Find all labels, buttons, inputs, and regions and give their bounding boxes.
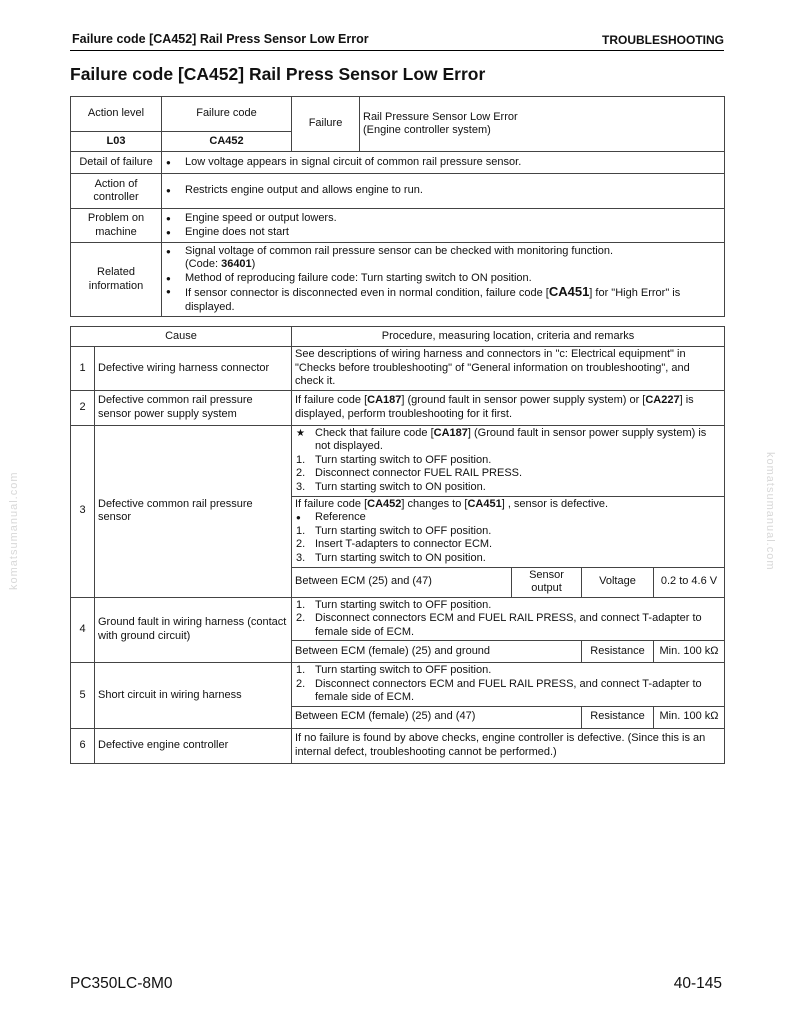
step-item: 1. Turn starting switch to OFF position. [296, 664, 492, 676]
failure-code-ref: CA451 [548, 284, 590, 300]
step-item: 2. Disconnect connectors ECM and FUEL RAIL PRESS, and connect T-adapter to female side of ECM. [296, 677, 702, 703]
detail-content [162, 152, 725, 174]
procedure-measure [292, 496, 725, 567]
failure-code-ref: CA452 [367, 497, 402, 510]
action-item: ● Restricts engine output and allows engine to run. [165, 184, 721, 198]
procedure-steps [292, 597, 725, 641]
cause-number: 5 [71, 663, 95, 729]
procedure-text: See descriptions of wiring harness and connectors in "c: Electrical equipment" in "Checks before troubleshooting" of "General information on troubleshooting", and check it. [292, 347, 725, 391]
step-item: 2. Disconnect connectors ECM and FUEL RAIL PRESS, and connect T-adapter to female side of ECM. [296, 612, 702, 638]
step-item: 3. Turn starting switch to ON position. [296, 480, 486, 493]
problem-label: Problem on machine [71, 209, 162, 243]
cause-number: 3 [71, 425, 95, 597]
action-controller-label: Action of controller [71, 174, 162, 209]
related-item: ● Method of reproducing failure code: Turn starting switch to ON position. [165, 272, 721, 286]
procedure-text: If no failure is found by above checks, engine controller is defective. (Since this is an internal defect, troubleshooting cannot be performed.) [292, 728, 725, 763]
cause-text: Short circuit in wiring harness [95, 663, 292, 729]
failure-code-ref: CA227 [645, 394, 680, 406]
header-title: Failure code [CA452] Rail Press Sensor Low Error [72, 32, 369, 46]
measure-item: Resistance [582, 706, 654, 728]
failure-system: (Engine controller system) [363, 124, 491, 136]
measure-value: 0.2 to 4.6 V [654, 567, 725, 597]
cause-number: 6 [71, 728, 95, 763]
page-title: Failure code [CA452] Rail Press Sensor Low Error [70, 64, 486, 84]
measure-location: Between ECM (female) (25) and (47) [292, 706, 582, 728]
footer-model: PC350LC-8M0 [70, 975, 173, 992]
related-item: ● Signal voltage of common rail pressure sensor can be checked with monitoring function. (Code: 36401) [165, 245, 721, 272]
failure-code-label: Failure code [162, 97, 292, 132]
watermark-right: komatsumanual.com [764, 452, 776, 571]
failure-code-ref: CA187 [367, 394, 402, 406]
procedure-precheck [292, 425, 725, 496]
precheck-note: ★ Check that failure code [CA187] (Ground fault in sensor power supply system) is not displayed. [295, 427, 721, 454]
watermark-left: komatsumanual.com [8, 471, 20, 590]
failure-code-ref: CA187 [433, 426, 468, 439]
failure-info-table [70, 96, 725, 317]
procedure-header: Procedure, measuring location, criteria and remarks [292, 327, 725, 347]
failure-text: Rail Pressure Sensor Low Error [363, 110, 518, 123]
step-item: 2. Insert T-adapters to connector ECM. [296, 538, 493, 551]
step-item: 1. Turn starting switch to OFF position. [296, 598, 492, 611]
measure-condition: Sensor output [512, 567, 582, 597]
problem-item: ● Engine speed or output lowers. [165, 212, 721, 226]
problem-item: ● Engine does not start [165, 226, 721, 240]
step-item: 2. Disconnect connector FUEL RAIL PRESS. [296, 467, 523, 480]
failure-code-ref: CA451 [467, 497, 502, 510]
procedure-text: If failure code [CA187] (ground fault in sensor power supply system) or [CA227] is displayed, perform troubleshooting for it first. [292, 390, 725, 425]
related-content [162, 243, 725, 317]
measure-item: Resistance [582, 641, 654, 663]
procedure-steps [292, 663, 725, 707]
step-item: 1. Turn starting switch to OFF position. [296, 453, 492, 466]
page-header [70, 30, 724, 51]
related-item: ● If sensor connector is disconnected even in normal condition, failure code [CA451] for "High Error" is displayed. [165, 285, 721, 314]
action-level-label: Action level [71, 97, 162, 132]
cause-text: Defective wiring harness connector [95, 347, 292, 391]
measure-item: Voltage [582, 567, 654, 597]
cause-number: 2 [71, 390, 95, 425]
measure-value: Min. 100 kΩ [654, 706, 725, 728]
footer-page-number: 40-145 [673, 975, 722, 992]
measure-intro: If failure code [CA452] changes to [CA451] , sensor is defective. [295, 497, 609, 510]
header-section: TROUBLESHOOTING [602, 33, 724, 47]
measure-value: Min. 100 kΩ [654, 641, 725, 663]
action-controller-content [162, 174, 725, 209]
detail-label: Detail of failure [71, 152, 162, 174]
cause-header: Cause [71, 327, 292, 347]
detail-item: ● Low voltage appears in signal circuit of common rail pressure sensor. [165, 156, 721, 170]
step-item: 3. Turn starting switch to ON position. [296, 551, 486, 564]
cause-text: Ground fault in wiring harness (contact with ground circuit) [95, 597, 292, 663]
cause-text: Defective common rail pressure sensor power supply system [95, 390, 292, 425]
cause-number: 4 [71, 597, 95, 663]
step-item: 1. Turn starting switch to OFF position. [296, 524, 492, 537]
cause-text: Defective common rail pressure sensor [95, 425, 292, 597]
measure-location: Between ECM (25) and (47) [292, 567, 512, 597]
cause-number: 1 [71, 347, 95, 391]
action-level-value: L03 [71, 132, 162, 152]
related-label: Related information [71, 243, 162, 317]
monitor-code: 36401 [221, 258, 252, 271]
failure-description [360, 97, 725, 152]
measure-location: Between ECM (female) (25) and ground [292, 641, 582, 663]
cause-text: Defective engine controller [95, 728, 292, 763]
problem-content [162, 209, 725, 243]
failure-label: Failure [292, 97, 360, 152]
failure-code-value: CA452 [162, 132, 292, 152]
reference-label: ● Reference [295, 511, 721, 525]
cause-table [70, 326, 725, 764]
